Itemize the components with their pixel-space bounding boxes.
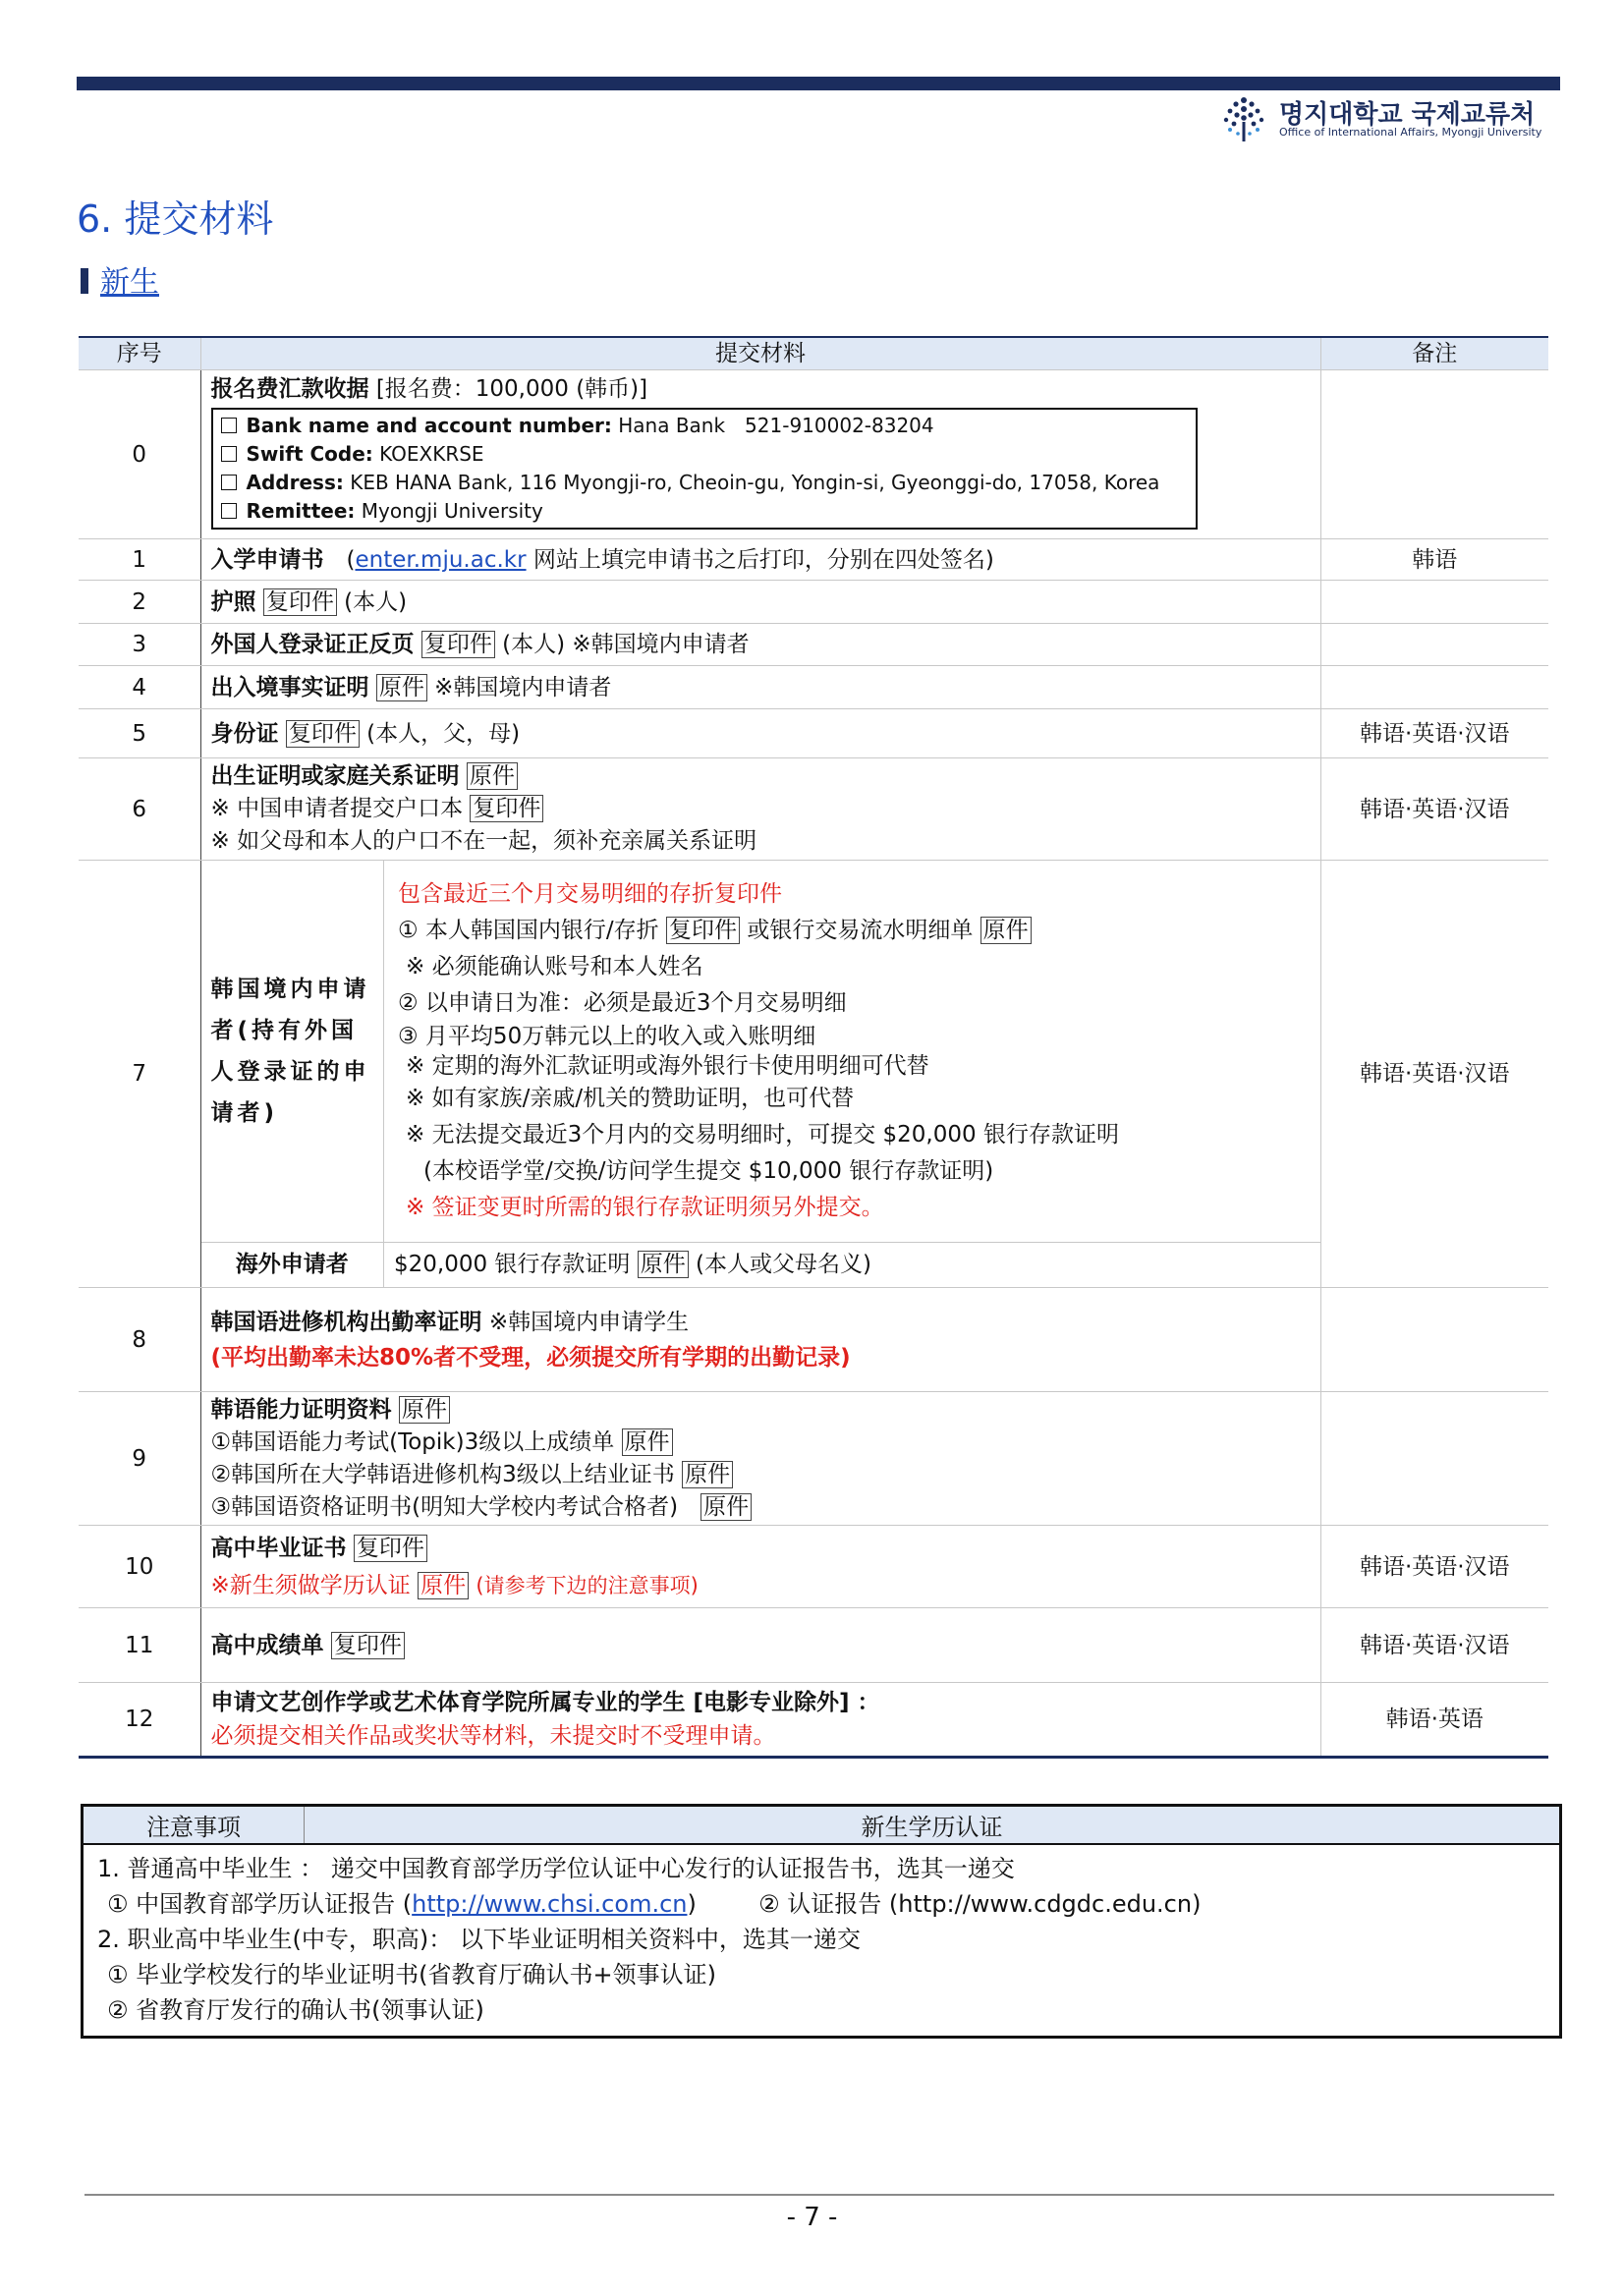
row-content: [200, 1608, 1320, 1683]
row-text: ※韩国境内申请学生: [488, 1309, 690, 1335]
checkbox-icon: [221, 418, 237, 433]
row-text: ※ 定期的海外汇款证明或海外银行卡使用明细可代替: [406, 1052, 929, 1079]
bank-value: Myongji University: [361, 498, 543, 523]
doc-type-box: 原件: [622, 1428, 673, 1456]
notice-paragraph: 1. 普通高中毕业生 ： 递交中国教育部学历学位认证中心发行的认证报告书，选其一递交: [97, 1855, 1015, 1882]
row-text: (本人) ※韩国境内申请者: [502, 632, 750, 657]
row-text: ③ 月平均50万韩元以上的收入或入账明细: [398, 1023, 816, 1049]
row-content: [200, 666, 1320, 709]
table-row: [79, 539, 1548, 581]
row-title: 入学申请书: [210, 546, 324, 573]
bank-label: Remittee:: [246, 498, 356, 523]
row-title: 韩语能力证明资料: [210, 1396, 392, 1423]
table-row: [79, 370, 1548, 539]
overseas-applicant-content: [384, 1242, 1320, 1287]
table-row: [79, 1683, 1548, 1758]
table-row: [79, 581, 1548, 624]
row-remark: 韩语: [1320, 539, 1548, 581]
bank-line: [221, 497, 1188, 526]
notice-header-row: [83, 1806, 1561, 1845]
row-number: 8: [79, 1288, 200, 1392]
red-heading: 包含最近三个月交易明细的存折复印件: [398, 880, 782, 907]
table-row: [79, 1526, 1548, 1608]
row-remark: 韩语·英语: [1320, 1683, 1548, 1758]
domestic-applicant-content: [384, 861, 1320, 1242]
row-text: ※ 无法提交最近3个月内的交易明细时，可提交 $20,000 银行存款证明: [406, 1121, 1119, 1148]
row-number: 0: [79, 370, 200, 539]
table-row: [79, 861, 1548, 1288]
doc-type-box: 原件: [682, 1461, 733, 1488]
row-remark: 韩语·英语·汉语: [1320, 1608, 1548, 1683]
row-content: [200, 370, 1320, 539]
row-number: 2: [79, 581, 200, 624]
bank-label: Bank name and account number:: [246, 413, 612, 437]
row-title: 高中毕业证书: [210, 1535, 347, 1561]
red-note: (平均出勤率未达80%者不受理，必须提交所有学期的出勤记录): [210, 1344, 851, 1371]
bank-label: Swift Code:: [246, 441, 373, 466]
row-text: $20,000 银行存款证明: [394, 1252, 631, 1278]
row-text: 或银行交易流水明细单: [747, 917, 974, 943]
application-link[interactable]: enter.mju.ac.kr: [355, 546, 527, 573]
red-note: 必须提交相关作品或奖状等材料，未提交时不受理申请。: [210, 1723, 776, 1749]
bank-info-box: [211, 408, 1198, 530]
notice-item: ① 毕业学校发行的毕业证明书(省教育厅确认书+领事认证): [107, 1961, 716, 1988]
bank-statement-subtable: [201, 861, 1320, 1287]
row-content: [200, 709, 1320, 758]
section-title: 6. 提交材料: [77, 197, 274, 241]
doc-type-box: 原件: [467, 762, 518, 790]
sub-title-text: 新生: [100, 265, 159, 300]
table-row: [79, 1288, 1548, 1392]
row-text: ※ 中国申请者提交户口本: [210, 796, 464, 821]
doc-type-box: 复印件: [286, 720, 360, 748]
row-text: ※韩国境内申请者: [434, 674, 612, 700]
col-header-number: 序号: [79, 337, 200, 370]
doc-type-box: 原件: [638, 1251, 689, 1278]
notice-text: ): [687, 1890, 697, 1918]
notice-header-right: 新生学历认证: [305, 1806, 1561, 1845]
row-title: 护照: [210, 588, 256, 615]
logo-emblem-icon: [1216, 94, 1271, 143]
logo-english-text: Office of International Affairs, Myongji University: [1279, 126, 1542, 139]
row-title: 身份证: [210, 720, 279, 747]
notice-text: ① 中国教育部学历认证报告 (: [107, 1890, 413, 1918]
row-number: 12: [79, 1683, 200, 1758]
domestic-applicant-label: 韩国境内申请者(持有外国人登录证的申请者): [201, 861, 384, 1242]
row-content: [200, 581, 1320, 624]
doc-type-box: 原件: [376, 674, 427, 701]
table-row: [79, 1608, 1548, 1683]
doc-type-box: 复印件: [470, 795, 543, 822]
notice-text: ): [1192, 1890, 1202, 1918]
sub-title: [81, 257, 159, 301]
table-row: [79, 624, 1548, 666]
bank-value: Hana Bank 521-910002-83204: [618, 413, 934, 437]
bank-label: Address:: [246, 470, 344, 494]
row-remark: 韩语·英语·汉语: [1320, 758, 1548, 861]
notice-text: ② 认证报告 (: [758, 1890, 899, 1918]
row-text: ※ 如有家族/亲戚/机关的赞助证明，也可代替: [406, 1085, 855, 1111]
row-number: 5: [79, 709, 200, 758]
checkbox-icon: [221, 475, 237, 490]
bank-value: KEB HANA Bank, 116 Myongji-ro, Cheoin-gu, Yongin-si, Gyeonggi-do, 17058, Korea: [350, 470, 1160, 494]
row-title: 出入境事实证明: [210, 674, 369, 700]
red-note: ※ 签证变更时所需的银行存款证明须另外提交。: [406, 1194, 884, 1220]
bank-line: [221, 440, 1188, 469]
logo-korean-text: 명지대학교 국제교류처: [1279, 100, 1536, 130]
row-content: [200, 758, 1320, 861]
table-row: [79, 666, 1548, 709]
notice-header-left: 注意事项: [83, 1806, 305, 1845]
notice-paragraph: 2. 职业高中毕业生(中专，职高)： 以下毕业证明相关资料中，选其一递交: [97, 1926, 861, 1953]
row-content: [200, 539, 1320, 581]
col-header-remarks: 备注: [1320, 337, 1548, 370]
paren-text: (: [346, 546, 356, 573]
fee-text: [报名费：100,000 (韩币)]: [375, 375, 648, 402]
row-content: [200, 1392, 1320, 1526]
checkbox-icon: [221, 503, 237, 519]
row-number: 9: [79, 1392, 200, 1526]
notice-box: [81, 1804, 1562, 2039]
row-title: 外国人登录证正反页: [210, 632, 415, 657]
row-remark: [1320, 1392, 1548, 1526]
doc-type-box: 原件: [399, 1396, 450, 1424]
row-title: 报名费汇款收据: [210, 375, 369, 402]
footer-rule: [84, 2194, 1554, 2196]
header-bar: [77, 77, 1560, 90]
row-content: [200, 1683, 1320, 1758]
materials-table: [79, 336, 1548, 1759]
doc-type-box: 原件: [418, 1572, 469, 1599]
doc-type-box: 复印件: [421, 631, 495, 658]
university-logo: [1216, 94, 1560, 143]
row-text: ① 本人韩国国内银行/存折: [398, 917, 659, 943]
chsi-link[interactable]: http://www.chsi.com.cn: [412, 1890, 688, 1918]
row-text: (本人，父，母): [366, 720, 521, 747]
table-row: [79, 1392, 1548, 1526]
row-title: 申请文艺创作学或艺术体育学院所属专业的学生 [电影专业除外] ：: [210, 1690, 880, 1715]
doc-type-box: 复印件: [354, 1535, 427, 1562]
row-number: 1: [79, 539, 200, 581]
row-content: [200, 1288, 1320, 1392]
row-number: 6: [79, 758, 200, 861]
row-remark: [1320, 666, 1548, 709]
doc-type-box: 原件: [700, 1493, 752, 1521]
row-number: 7: [79, 861, 200, 1288]
row-title: 高中成绩单: [210, 1632, 324, 1658]
row-text: ※ 如父母和本人的户口不在一起，须补充亲属关系证明: [210, 828, 757, 854]
row-text: 网站上填完申请书之后打印，分别在四处签名): [532, 546, 994, 573]
row-content: [200, 1526, 1320, 1608]
row-remark: 韩语·英语·汉语: [1320, 1526, 1548, 1608]
doc-type-box: 复印件: [666, 917, 740, 944]
bank-line: [221, 412, 1188, 440]
row-text: (本人或父母名义): [696, 1252, 871, 1278]
row-remark: 韩语·英语·汉语: [1320, 861, 1548, 1288]
row-number: 3: [79, 624, 200, 666]
col-header-materials: 提交材料: [200, 337, 1320, 370]
red-note: (请参考下边的注意事项): [476, 1573, 699, 1597]
row-text: ※ 必须能确认账号和本人姓名: [406, 953, 703, 980]
doc-type-box: 原件: [980, 917, 1032, 944]
red-note: ※新生须做学历认证: [210, 1572, 411, 1598]
row-remark: [1320, 624, 1548, 666]
row-title: 韩国语进修机构出勤率证明: [210, 1309, 482, 1335]
row-remark: [1320, 1288, 1548, 1392]
row-content: [200, 861, 1320, 1288]
row-text: (本人): [344, 588, 408, 615]
row-remark: 韩语·英语·汉语: [1320, 709, 1548, 758]
row-number: 10: [79, 1526, 200, 1608]
row-remark: [1320, 370, 1548, 539]
bank-line: [221, 469, 1188, 497]
bullet-bar-icon: [81, 268, 88, 294]
table-header-row: [79, 337, 1548, 370]
table-row: [79, 758, 1548, 861]
doc-type-box: 复印件: [263, 588, 337, 616]
table-row: [79, 709, 1548, 758]
row-text: ② 以申请日为准：必须是最近3个月交易明细: [398, 989, 847, 1016]
notice-content: [83, 1844, 1561, 2038]
row-text: ①韩国语能力考试(Topik)3级以上成绩单: [210, 1428, 615, 1455]
row-number: 11: [79, 1608, 200, 1683]
row-number: 4: [79, 666, 200, 709]
row-content: [200, 624, 1320, 666]
overseas-applicant-label: 海外申请者: [201, 1242, 384, 1287]
notice-item: ② 省教育厅发行的确认书(领事认证): [107, 1996, 484, 2024]
checkbox-icon: [221, 446, 237, 462]
row-remark: [1320, 581, 1548, 624]
notice-item: [97, 1886, 1545, 1922]
page-number: - 7 -: [786, 2203, 838, 2232]
row-text: ③韩国语资格证明书(明知大学校内考试合格者): [210, 1493, 679, 1520]
cdgdc-link[interactable]: http://www.cdgdc.edu.cn: [898, 1890, 1193, 1918]
row-title: 出生证明或家庭关系证明: [210, 763, 460, 789]
doc-type-box: 复印件: [331, 1632, 405, 1659]
row-text: (本校语学堂/交换/访问学生提交 $10,000 银行存款证明): [423, 1157, 994, 1184]
row-text: ②韩国所在大学韩语进修机构3级以上结业证书: [210, 1461, 675, 1487]
bank-value: KOEXKRSE: [379, 441, 484, 466]
